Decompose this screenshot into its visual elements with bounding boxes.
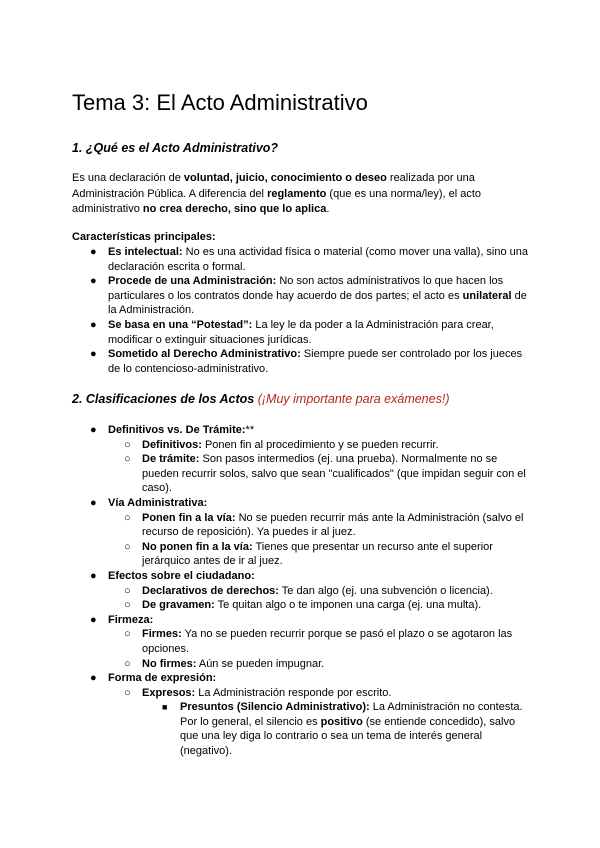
classification-list [72,423,532,759]
list-item [142,700,532,758]
list-item [72,569,532,613]
section-1-paragraph [72,171,532,218]
circle-bullet-icon: ○ [124,438,131,451]
list-item [108,598,532,613]
item-text: La Administración no contesta. Por lo general, el silencio es [180,701,523,728]
circle-bullet-icon: ○ [124,453,131,466]
bullet-icon: ● [90,275,97,288]
para-text: . [326,203,330,215]
bullet-icon: ● [90,672,97,685]
section-2-heading [72,391,449,407]
item-text: de la Administración. [108,289,527,317]
para-bold: no crea derecho, sino que lo aplica [142,203,327,215]
para-bold: reglamento [267,187,327,200]
sub-list [108,627,532,671]
sub-list [108,686,532,759]
item-label: Presuntos (Silencio Administrativo): [180,701,370,714]
item-label: Expresos: [142,686,196,699]
bullet-icon: ● [90,348,97,361]
list-item [108,452,532,496]
list-item [72,245,532,274]
item-label: Ponen fin a la vía: [142,511,236,524]
section-2-title: 2. Clasificaciones de los Actos [72,392,255,406]
para-text: realizada por una Administración Pública. A diferencia del [72,172,475,200]
list-item [72,613,532,671]
square-bullet-icon: ■ [162,702,168,713]
item-label: No firmes: [142,657,197,670]
list-item [72,274,532,318]
item-label: Procede de una Administración: [108,275,277,288]
section-2-note: (¡Muy importante para exámenes!) [257,392,450,406]
list-item [72,671,532,759]
item-text: Son pasos intermedios (ej. una prueba). Normalmente no se pueden recurrir solos, salvo que sean "cualificados" (que impidan seguir con el caso). [142,453,526,495]
item-text: Te quitan algo o te imponen una carga (ej. una multa). [214,599,482,612]
nested-list [142,700,532,758]
circle-bullet-icon: ○ [124,686,131,699]
item-label: Declarativos de derechos: [142,584,279,597]
list-item [72,496,532,569]
group-label: Forma de expresión: [108,672,217,685]
item-bold: positivo [320,715,363,728]
item-label: Sometido al Derecho Administrativo: [108,348,301,361]
item-label: Definitivos: [142,438,202,451]
characteristics-list [72,245,532,376]
list-item [108,511,532,540]
group-label: Efectos sobre el ciudadano: [108,569,255,582]
item-label: Firmes: [142,628,182,641]
item-label: De gravamen: [142,599,215,612]
list-item [108,540,532,569]
list-item [108,584,532,599]
page-title: Tema 3: El Acto Administrativo [72,90,368,115]
circle-bullet-icon: ○ [124,599,131,612]
list-item [108,438,532,453]
group-suffix: ** [245,424,255,436]
list-item [108,657,532,672]
item-text: Ya no se pueden recurrir porque se pasó el plazo o se agotaron las opciones. [142,628,513,655]
para-bold: voluntad, juicio, conocimiento o deseo [183,172,387,184]
item-label: Se basa en una “Potestad”: [108,318,253,331]
item-text: No son actos administrativos lo que hacen los particulares o los contratos donde hay acuerdo de dos partes; el acto es [108,275,504,302]
list-item [72,347,532,376]
item-label: De trámite: [142,453,200,466]
circle-bullet-icon: ○ [124,628,131,641]
item-text: No es una actividad física o material (como mover una valla), sino una declaración escrita o formal. [108,246,529,273]
bullet-icon: ● [90,569,97,582]
circle-bullet-icon: ○ [124,584,131,597]
item-text: Siempre puede ser controlado por los jueces de lo contencioso-administrativo. [108,348,523,375]
para-text: (que es una norma/ley), el acto administrativo [72,187,482,215]
section-1-heading: 1. ¿Qué es el Acto Administrativo? [72,141,279,155]
item-text: Aún se pueden impugnar. [196,657,325,670]
group-label: Firmeza: [108,613,154,626]
bullet-icon: ● [90,318,97,331]
item-text: Te dan algo (ej. una subvención o licencia). [278,584,493,597]
item-text: No se pueden recurrir más ante la Administración (salvo el recurso de reposición). Ya puedes ir al juez. [142,511,524,539]
item-text: La Administración responde por escrito. [195,686,392,699]
sub-list [108,584,532,613]
para-text: Es una declaración de [72,172,184,184]
item-text: Tienes que presentar un recurso ante el superior jerárquico antes de ir al juez. [142,540,493,568]
bullet-icon: ● [90,246,97,258]
item-label: No ponen fin a la vía: [142,540,253,553]
item-label: Es intelectual: [108,246,183,258]
sub-list [108,438,532,496]
list-item [72,423,532,496]
circle-bullet-icon: ○ [124,511,131,524]
item-bold: unilateral [462,289,512,302]
bullet-icon: ● [90,613,97,626]
bullet-icon: ● [90,424,97,436]
group-label: Definitivos vs. De Trámite: [108,424,246,436]
group-label: Vía Administrativa: [108,496,208,509]
item-text: (se entiende concedido), salvo que una ley diga lo contrario o sea un tema de interés general (negativo). [180,715,516,758]
characteristics-label: Características principales: [72,231,216,243]
sub-list [108,511,532,569]
list-item [108,686,532,759]
circle-bullet-icon: ○ [124,540,131,553]
item-text: La ley le da poder a la Administración para crear, modificar o extinguir situaciones jurídicas. [108,318,494,346]
bullet-icon: ● [90,496,97,509]
list-item [72,318,532,347]
item-text: Ponen fin al procedimiento y se pueden recurrir. [201,438,439,451]
circle-bullet-icon: ○ [124,657,131,670]
list-item [108,627,532,656]
